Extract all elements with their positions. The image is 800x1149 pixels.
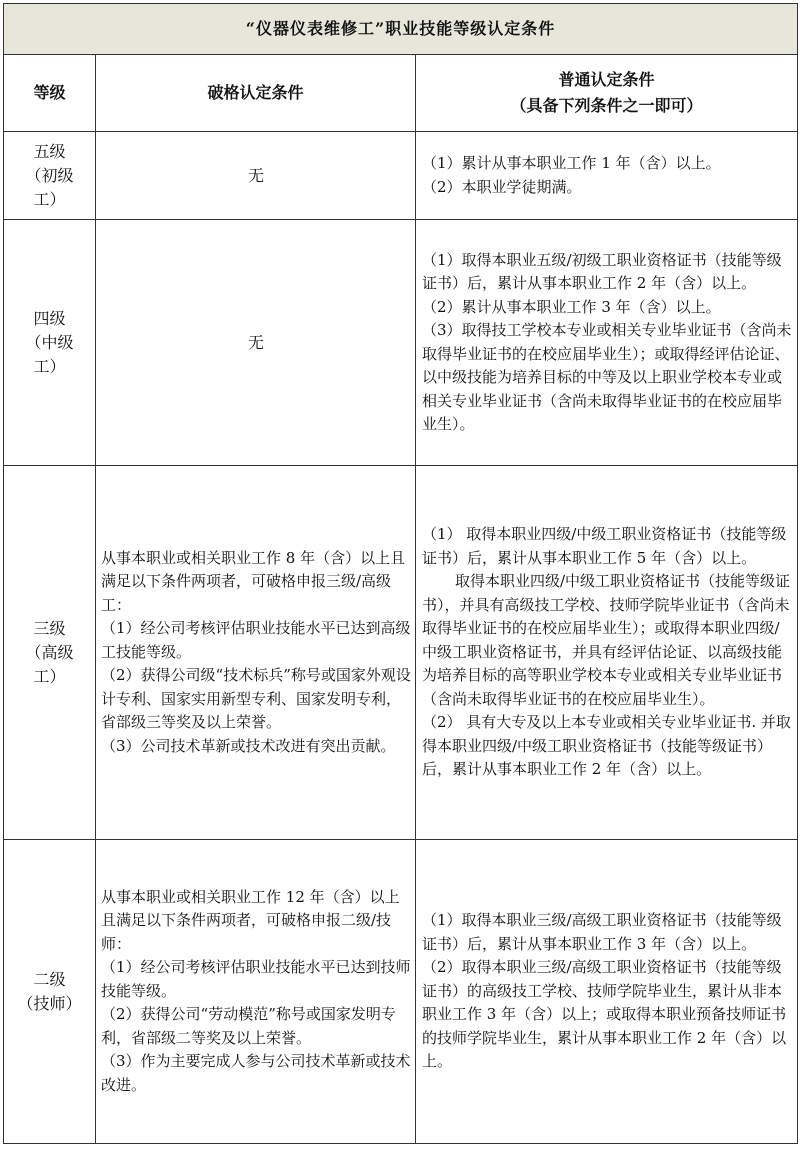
level-line: 四级: [33, 308, 66, 328]
header-normal: [416, 55, 798, 132]
title-row: [4, 4, 798, 55]
level-line: 三级: [33, 618, 66, 638]
table-row-level4: [4, 220, 798, 466]
level-line: 五级: [33, 141, 66, 161]
level-line: 二级: [33, 969, 66, 989]
level-line: （初级: [25, 165, 74, 185]
breakthrough-text: 无: [247, 332, 264, 352]
table-title: “仪器仪表维修工”职业技能等级认定条件: [4, 4, 798, 55]
breakthrough-condition: 从事本职业或相关职业工作 12 年（含）以上且满足以下条件两项者，可破格申报二级/技师：: [101, 887, 400, 953]
table-row-level2: [4, 840, 798, 1144]
header-row: [4, 55, 798, 132]
normal-condition: （2）累计从事本职业工作 3 年（含）以上。: [422, 297, 721, 316]
breakthrough-cell: [96, 220, 416, 466]
normal-condition: （2）取得本职业三级/高级工职业资格证书（技能等级证书）的高级技工学校、技师学院毕业生，累计从非本职业工作 3 年（含）以上；或取得本职业预备技师证书的技师学院毕业生，累计从事本职业工作 2 年（含）以上。: [422, 958, 787, 1071]
level-line: 工）: [33, 356, 66, 376]
qualification-table-wrapper: [0, 3, 800, 1149]
level-line: 工）: [33, 189, 66, 209]
header-breakthrough: 破格认定条件: [96, 55, 416, 132]
header-normal-line1: 普通认定条件: [558, 70, 655, 89]
header-level: 等级: [4, 55, 96, 132]
normal-condition: （2）本职业学徒期满。: [422, 177, 582, 196]
level-cell: [4, 466, 96, 840]
level-line: （高级: [25, 642, 74, 662]
level-cell: [4, 840, 96, 1144]
table-row-level5: [4, 132, 798, 220]
normal-cell: [416, 840, 798, 1144]
normal-condition: （1）取得本职业三级/高级工职业资格证书（技能等级证书）后，累计从事本职业工作 3 年（含）以上。: [422, 911, 782, 953]
level-line: （技师）: [17, 993, 82, 1013]
normal-condition: （1） 取得本职业四级/中级工职业资格证书（技能等级证书）后，累计从事本职业工作 5 年（含）以上。: [422, 525, 787, 567]
breakthrough-condition: （1）经公司考核评估职业技能水平已达到高级工技能等级。: [101, 619, 411, 661]
normal-cell: [416, 132, 798, 220]
qualification-table: [3, 3, 798, 1144]
header-normal-line2: （具备下列条件之一即可）: [510, 96, 703, 115]
breakthrough-cell: [96, 132, 416, 220]
normal-condition: （1）取得本职业五级/初级工职业资格证书（技能等级证书）后，累计从事本职业工作 2 年（含）以上。: [422, 250, 782, 292]
breakthrough-condition: （3）作为主要完成人参与公司技术革新或技术改进。: [101, 1052, 411, 1094]
breakthrough-condition: （3）公司技术革新或技术改进有突出贡献。: [101, 736, 396, 755]
level-cell: [4, 220, 96, 466]
breakthrough-cell: [96, 466, 416, 840]
breakthrough-cell: [96, 840, 416, 1144]
normal-condition: （3）取得技工学校本专业或相关专业毕业证书（含尚未取得毕业证书的在校应届毕业生）；或取得经评估论证、以中级技能为培养目标的中等及以上职业学校本专业或相关专业毕业证书（含尚未取得毕业证书的在校应届毕业生）。: [422, 321, 792, 433]
normal-condition: （1）累计从事本职业工作 1 年（含）以上。: [422, 154, 721, 172]
breakthrough-condition: （2）获得公司级“技术标兵”称号或国家外观设计专利、国家实用新型专利、国家发明专利，省部级三等奖及以上荣誉。: [101, 666, 411, 732]
table-row-level3: [4, 466, 798, 840]
normal-condition: 取得本职业四级/中级工职业资格证书（技能等级证书），并具有高级技工学校、技师学院毕业证书（含尚未取得毕业证书的在校应届毕业生）；或取得本职业四级/中级工职业资格证书，并具有经评估论证、以高级技能为培养目标的高等职业学校本专业或相关专业毕业证书（含尚未取得毕业证书的在校应届毕业生）。: [422, 572, 791, 708]
breakthrough-condition: （2）获得公司“劳动模范”称号或国家发明专利，省部级二等奖及以上荣誉。: [101, 1005, 396, 1047]
normal-cell: [416, 220, 798, 466]
level-line: （中级: [25, 332, 74, 352]
level-cell: [4, 132, 96, 220]
level-line: 工）: [33, 666, 66, 686]
breakthrough-text: 无: [247, 165, 264, 185]
breakthrough-condition: （1）经公司考核评估职业技能水平已达到技师技能等级。: [101, 958, 411, 1000]
breakthrough-condition: 从事本职业或相关职业工作 8 年（含）以上且满足以下条件两项者，可破格申报三级/高级工：: [101, 548, 406, 614]
normal-condition: （2） 具有大专及以上本专业或相关专业毕业证书. 并取得本职业四级/中级工职业资格证书（技能等级证书）后，累计从事本职业工作 2 年（含）以上。: [422, 713, 791, 779]
normal-cell: [416, 466, 798, 840]
